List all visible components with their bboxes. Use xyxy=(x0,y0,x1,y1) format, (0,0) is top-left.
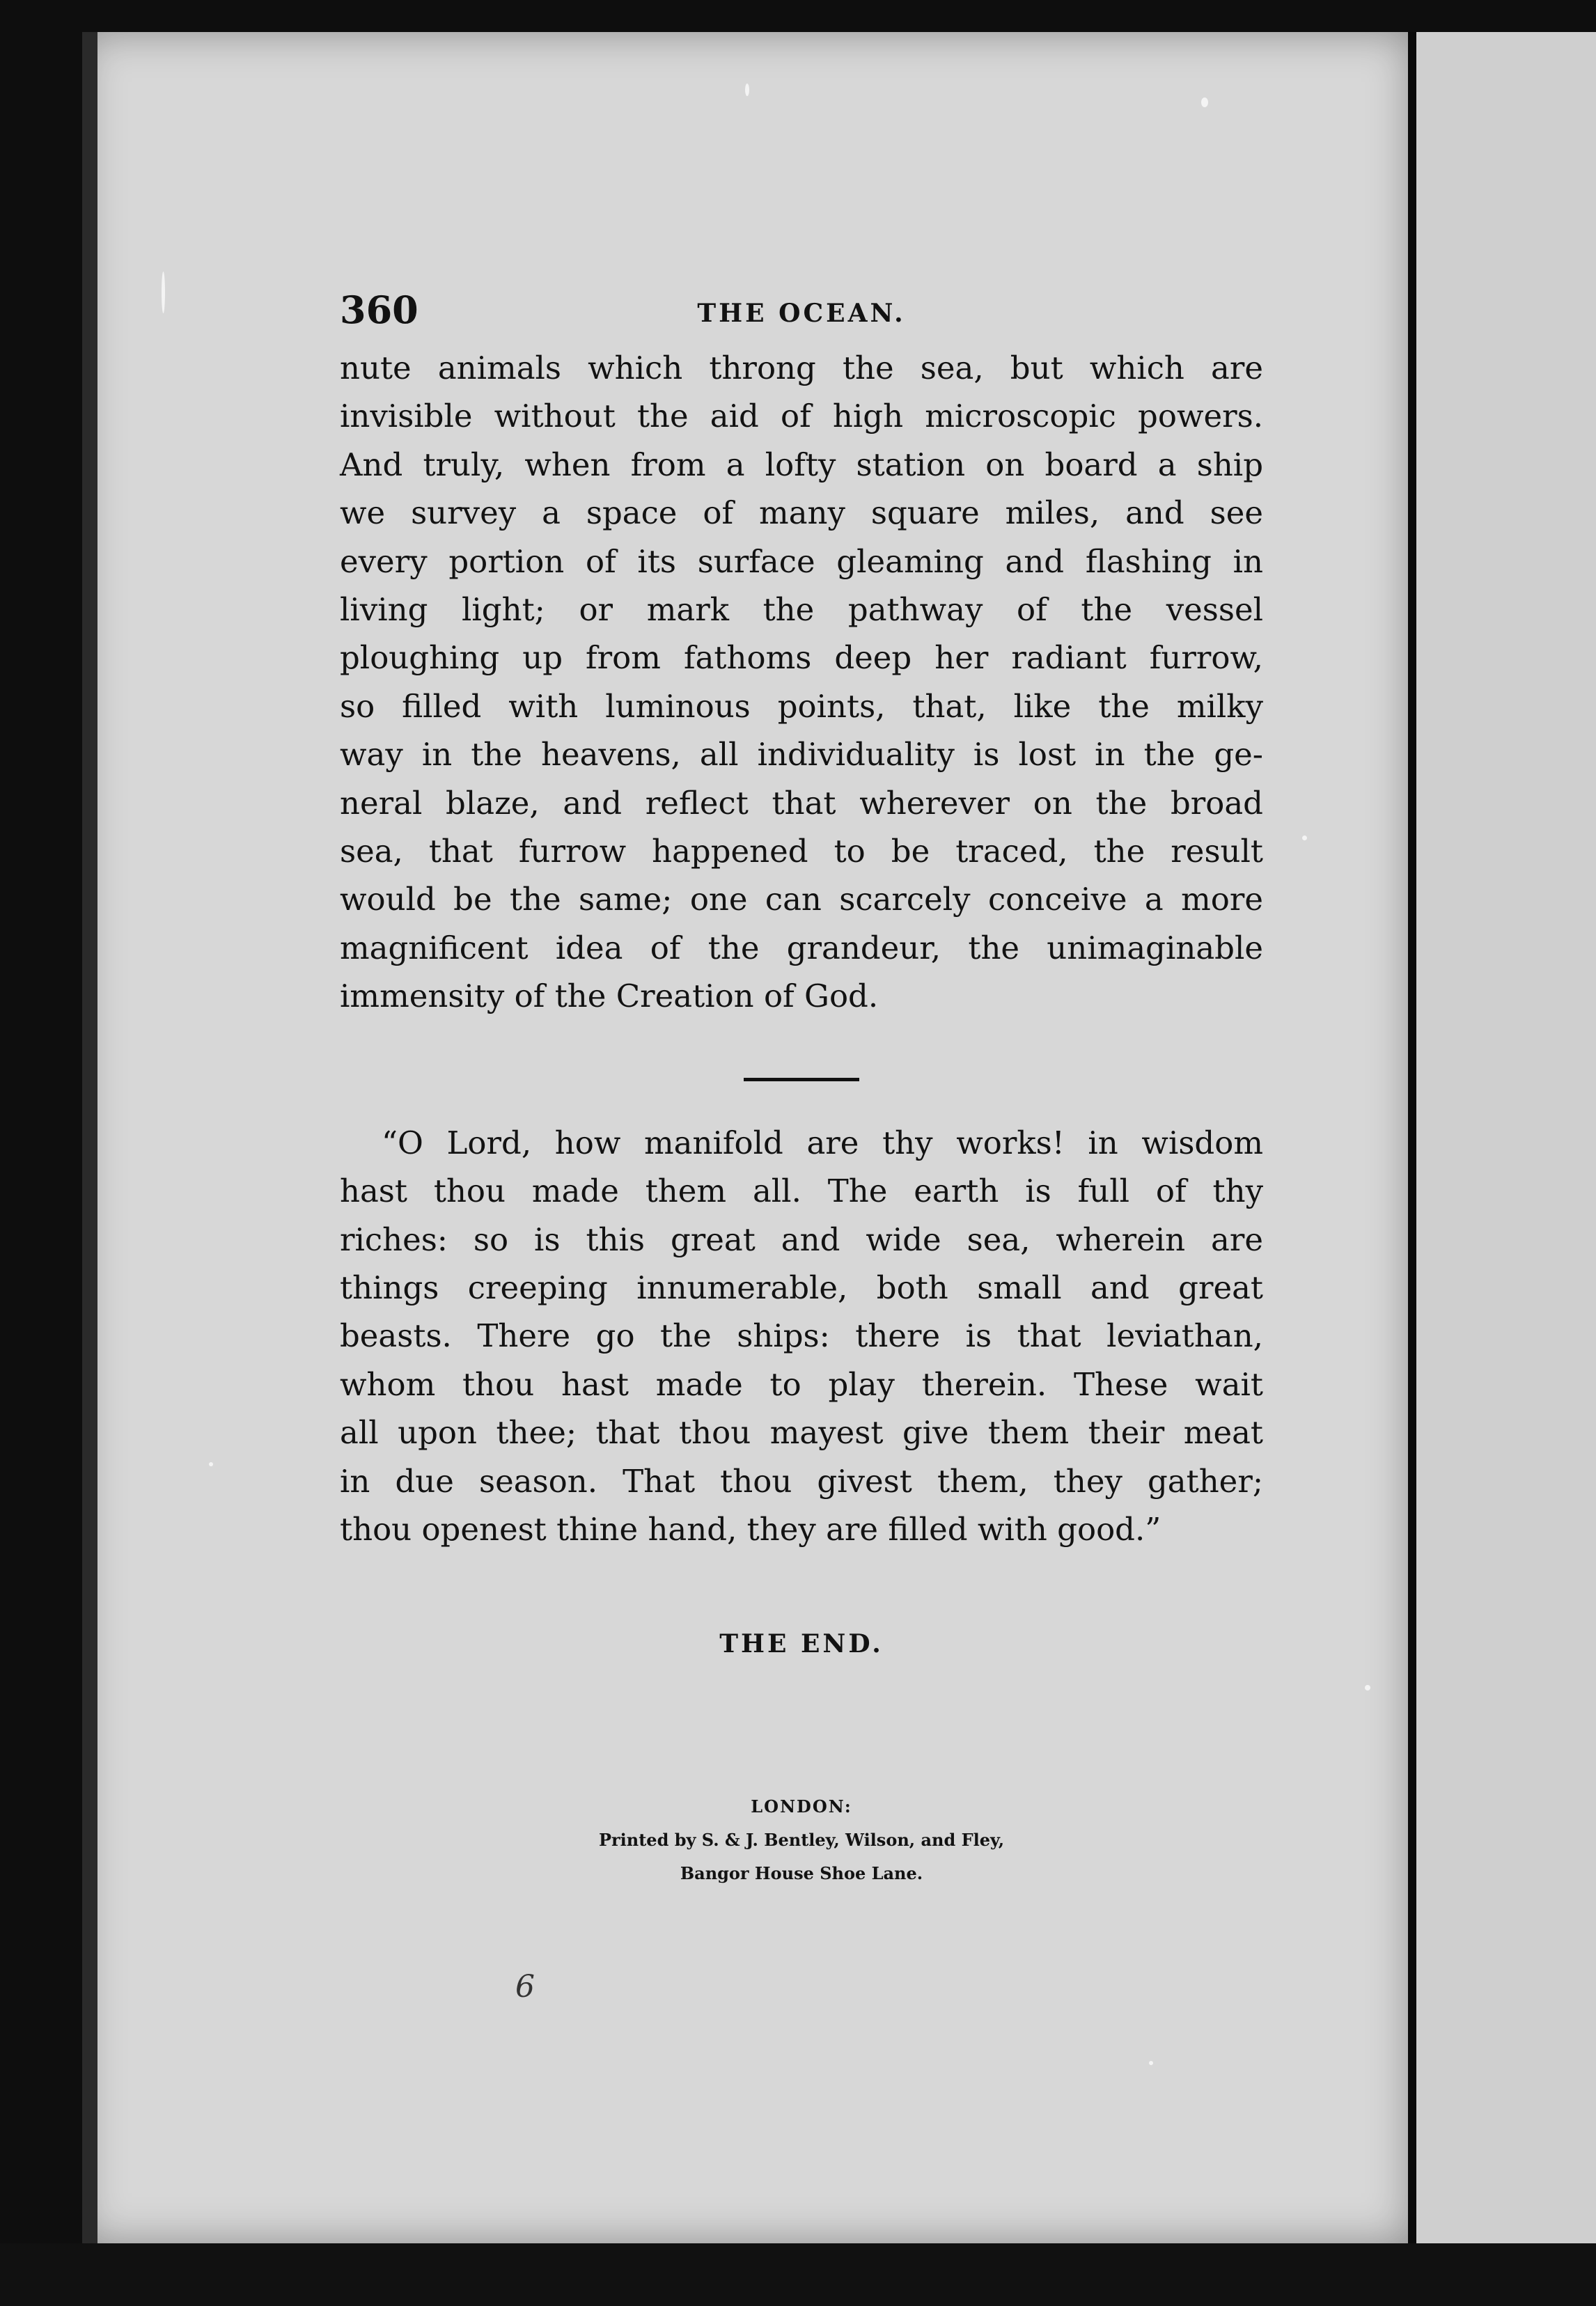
paper-speck xyxy=(1365,1685,1370,1691)
paragraph-1 xyxy=(340,344,1263,1021)
text-line: in due season. That thou givest them, they gather; xyxy=(340,1462,1263,1500)
printer-imprint xyxy=(340,1790,1263,1890)
text-line: riches: so is this great and wide sea, wherein are xyxy=(340,1221,1263,1258)
text-line: “O Lord, how manifold are thy works! in wisdom xyxy=(382,1124,1263,1161)
text-line: every portion of its surface gleaming and flashing in xyxy=(340,542,1263,580)
text-line: living light; or mark the pathway of the vessel xyxy=(340,591,1263,629)
the-end-heading: THE END. xyxy=(719,1629,884,1659)
text-line: sea, that furrow happened to be traced, the result xyxy=(340,833,1263,870)
page-left-edge xyxy=(82,32,97,2243)
paper-speck xyxy=(1302,836,1307,840)
paper-speck xyxy=(1201,97,1208,107)
running-head xyxy=(340,285,1263,344)
quotation-paragraph xyxy=(340,1119,1263,1554)
handwritten-mark: 6 xyxy=(515,1969,535,2005)
text-line: things creeping innumerable, both small and great xyxy=(340,1269,1263,1306)
page-number: 360 xyxy=(340,288,418,332)
text-line: whom thou hast made to play therein. These wait xyxy=(340,1365,1263,1403)
text-line: ploughing up from fathoms deep her radiant furrow, xyxy=(340,639,1263,677)
text-line: immensity of the Creation of God. xyxy=(340,978,879,1015)
paper-speck xyxy=(745,84,749,96)
text-line: we survey a space of many square miles, and see xyxy=(340,494,1263,532)
page-text-block xyxy=(340,285,1263,1890)
book-gutter xyxy=(1408,32,1416,2243)
text-line: would be the same; one can scarcely conceive a more xyxy=(340,881,1263,918)
scan-bottom-border xyxy=(0,2243,1596,2306)
text-line: all upon thee; that thou mayest give them their meat xyxy=(340,1414,1263,1452)
running-title: THE OCEAN. xyxy=(697,299,906,328)
text-line: thou openest thine hand, they are filled with good.” xyxy=(340,1510,1161,1548)
text-line: invisible without the aid of high microscopic powers. xyxy=(340,398,1263,435)
text-line: nute animals which throng the sea, but which are xyxy=(340,350,1263,386)
facing-page-edge xyxy=(1416,32,1596,2243)
paper-speck xyxy=(209,1462,213,1466)
imprint-address: Bangor House Shoe Lane. xyxy=(680,1863,923,1884)
text-line: And truly, when from a lofty station on board a ship xyxy=(340,446,1263,483)
text-line: magnificent idea of the grandeur, the unimaginable xyxy=(340,929,1263,966)
text-line: hast thou made them all. The earth is full of thy xyxy=(340,1172,1263,1210)
paper-speck xyxy=(1149,2061,1153,2065)
text-line: so filled with luminous points, that, like the milky xyxy=(340,687,1263,725)
imprint-printer: Printed by S. & J. Bentley, Wilson, and Fley, xyxy=(598,1830,1005,1851)
paper-speck xyxy=(162,272,165,313)
imprint-city: LONDON: xyxy=(751,1796,852,1817)
section-divider-rule xyxy=(744,1078,859,1081)
text-line: beasts. There go the ships: there is that leviathan, xyxy=(340,1317,1263,1355)
text-line: neral blaze, and reflect that wherever on the broad xyxy=(340,784,1263,822)
text-line: way in the heavens, all individuality is lost in the ge- xyxy=(340,736,1263,774)
